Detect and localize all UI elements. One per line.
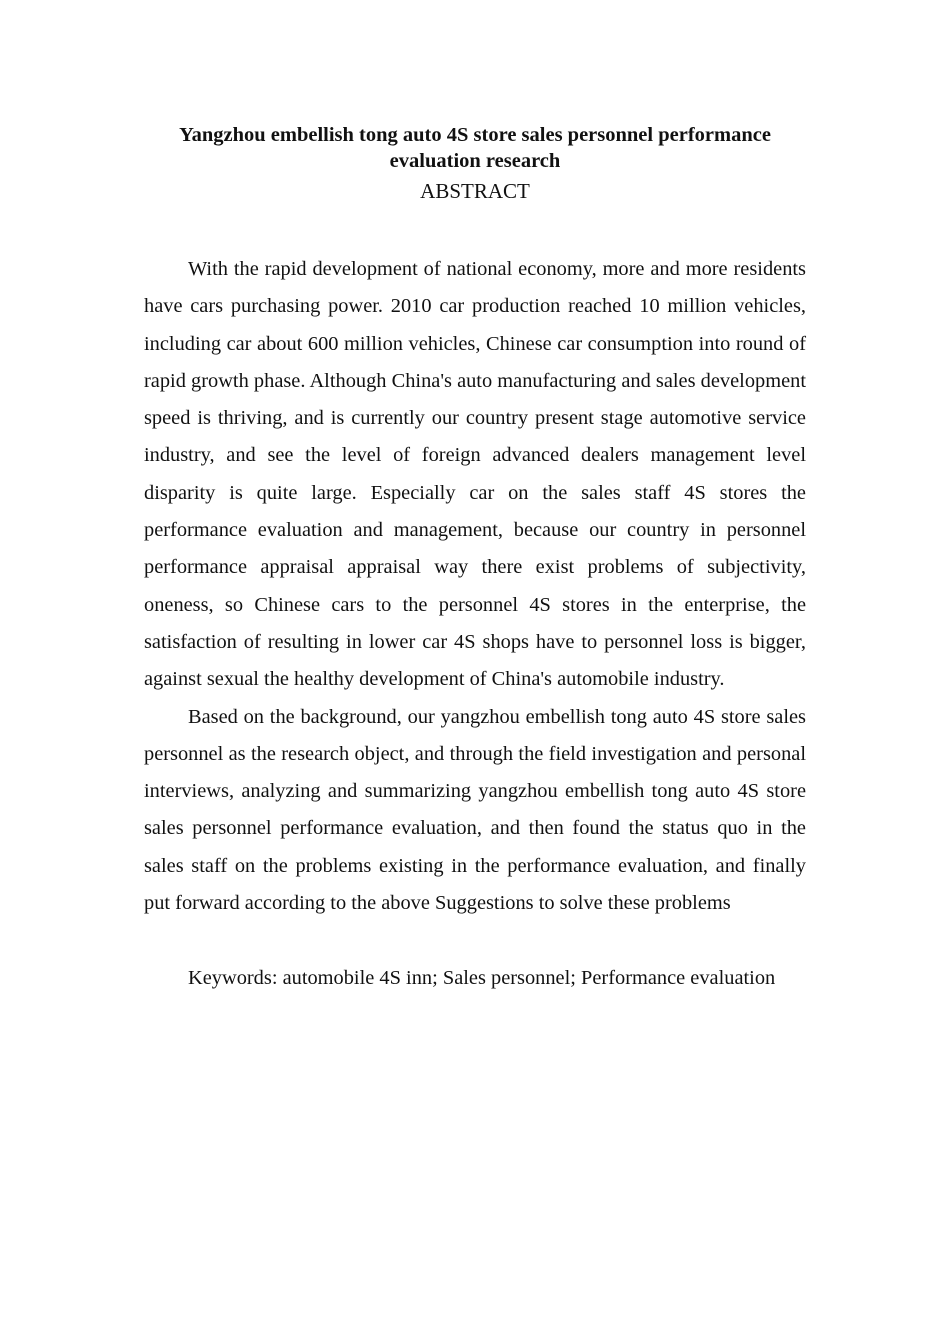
abstract-paragraph-2: Based on the background, our yangzhou embellish tong auto 4S store sales personnel as the research object, and through the field investigation and personal interviews, analyzing and summarizing yangzhou embellish tong auto 4S store sales personnel performance evaluation, and then found the status quo in the sales staff on the problems existing in the performance evaluation, and finally put forward according to the above Suggestions to solve these problems bbox=[144, 705, 806, 915]
keywords-line: Keywords: automobile 4S inn; Sales personnel; Performance evaluation bbox=[188, 966, 776, 989]
abstract-heading: ABSTRACT bbox=[420, 179, 530, 203]
abstract-body bbox=[144, 251, 806, 922]
document-page bbox=[144, 122, 806, 1017]
abstract-paragraph-1: With the rapid development of national economy, more and more residents have cars purchasing power. 2010 car production reached 10 million vehicles, including car about 600 million vehicles, Chinese car consumption into round of rapid growth phase. Although China's auto manufacturing and sales development speed is thriving, and is currently our country present stage automotive service industry, and see the level of foreign advanced dealers management level disparity is quite large. Especially car on the sales staff 4S stores the performance evaluation and management, because our country in personnel performance appraisal appraisal way there exist problems of subjectivity, oneness, so Chinese cars to the personnel 4S stores in the enterprise, the satisfaction of resulting in lower car 4S shops have to personnel loss is bigger, against sexual the healthy development of China's automobile industry. bbox=[144, 258, 806, 691]
document-title: Yangzhou embellish tong auto 4S store sales personnel performance evaluation research bbox=[179, 124, 771, 172]
